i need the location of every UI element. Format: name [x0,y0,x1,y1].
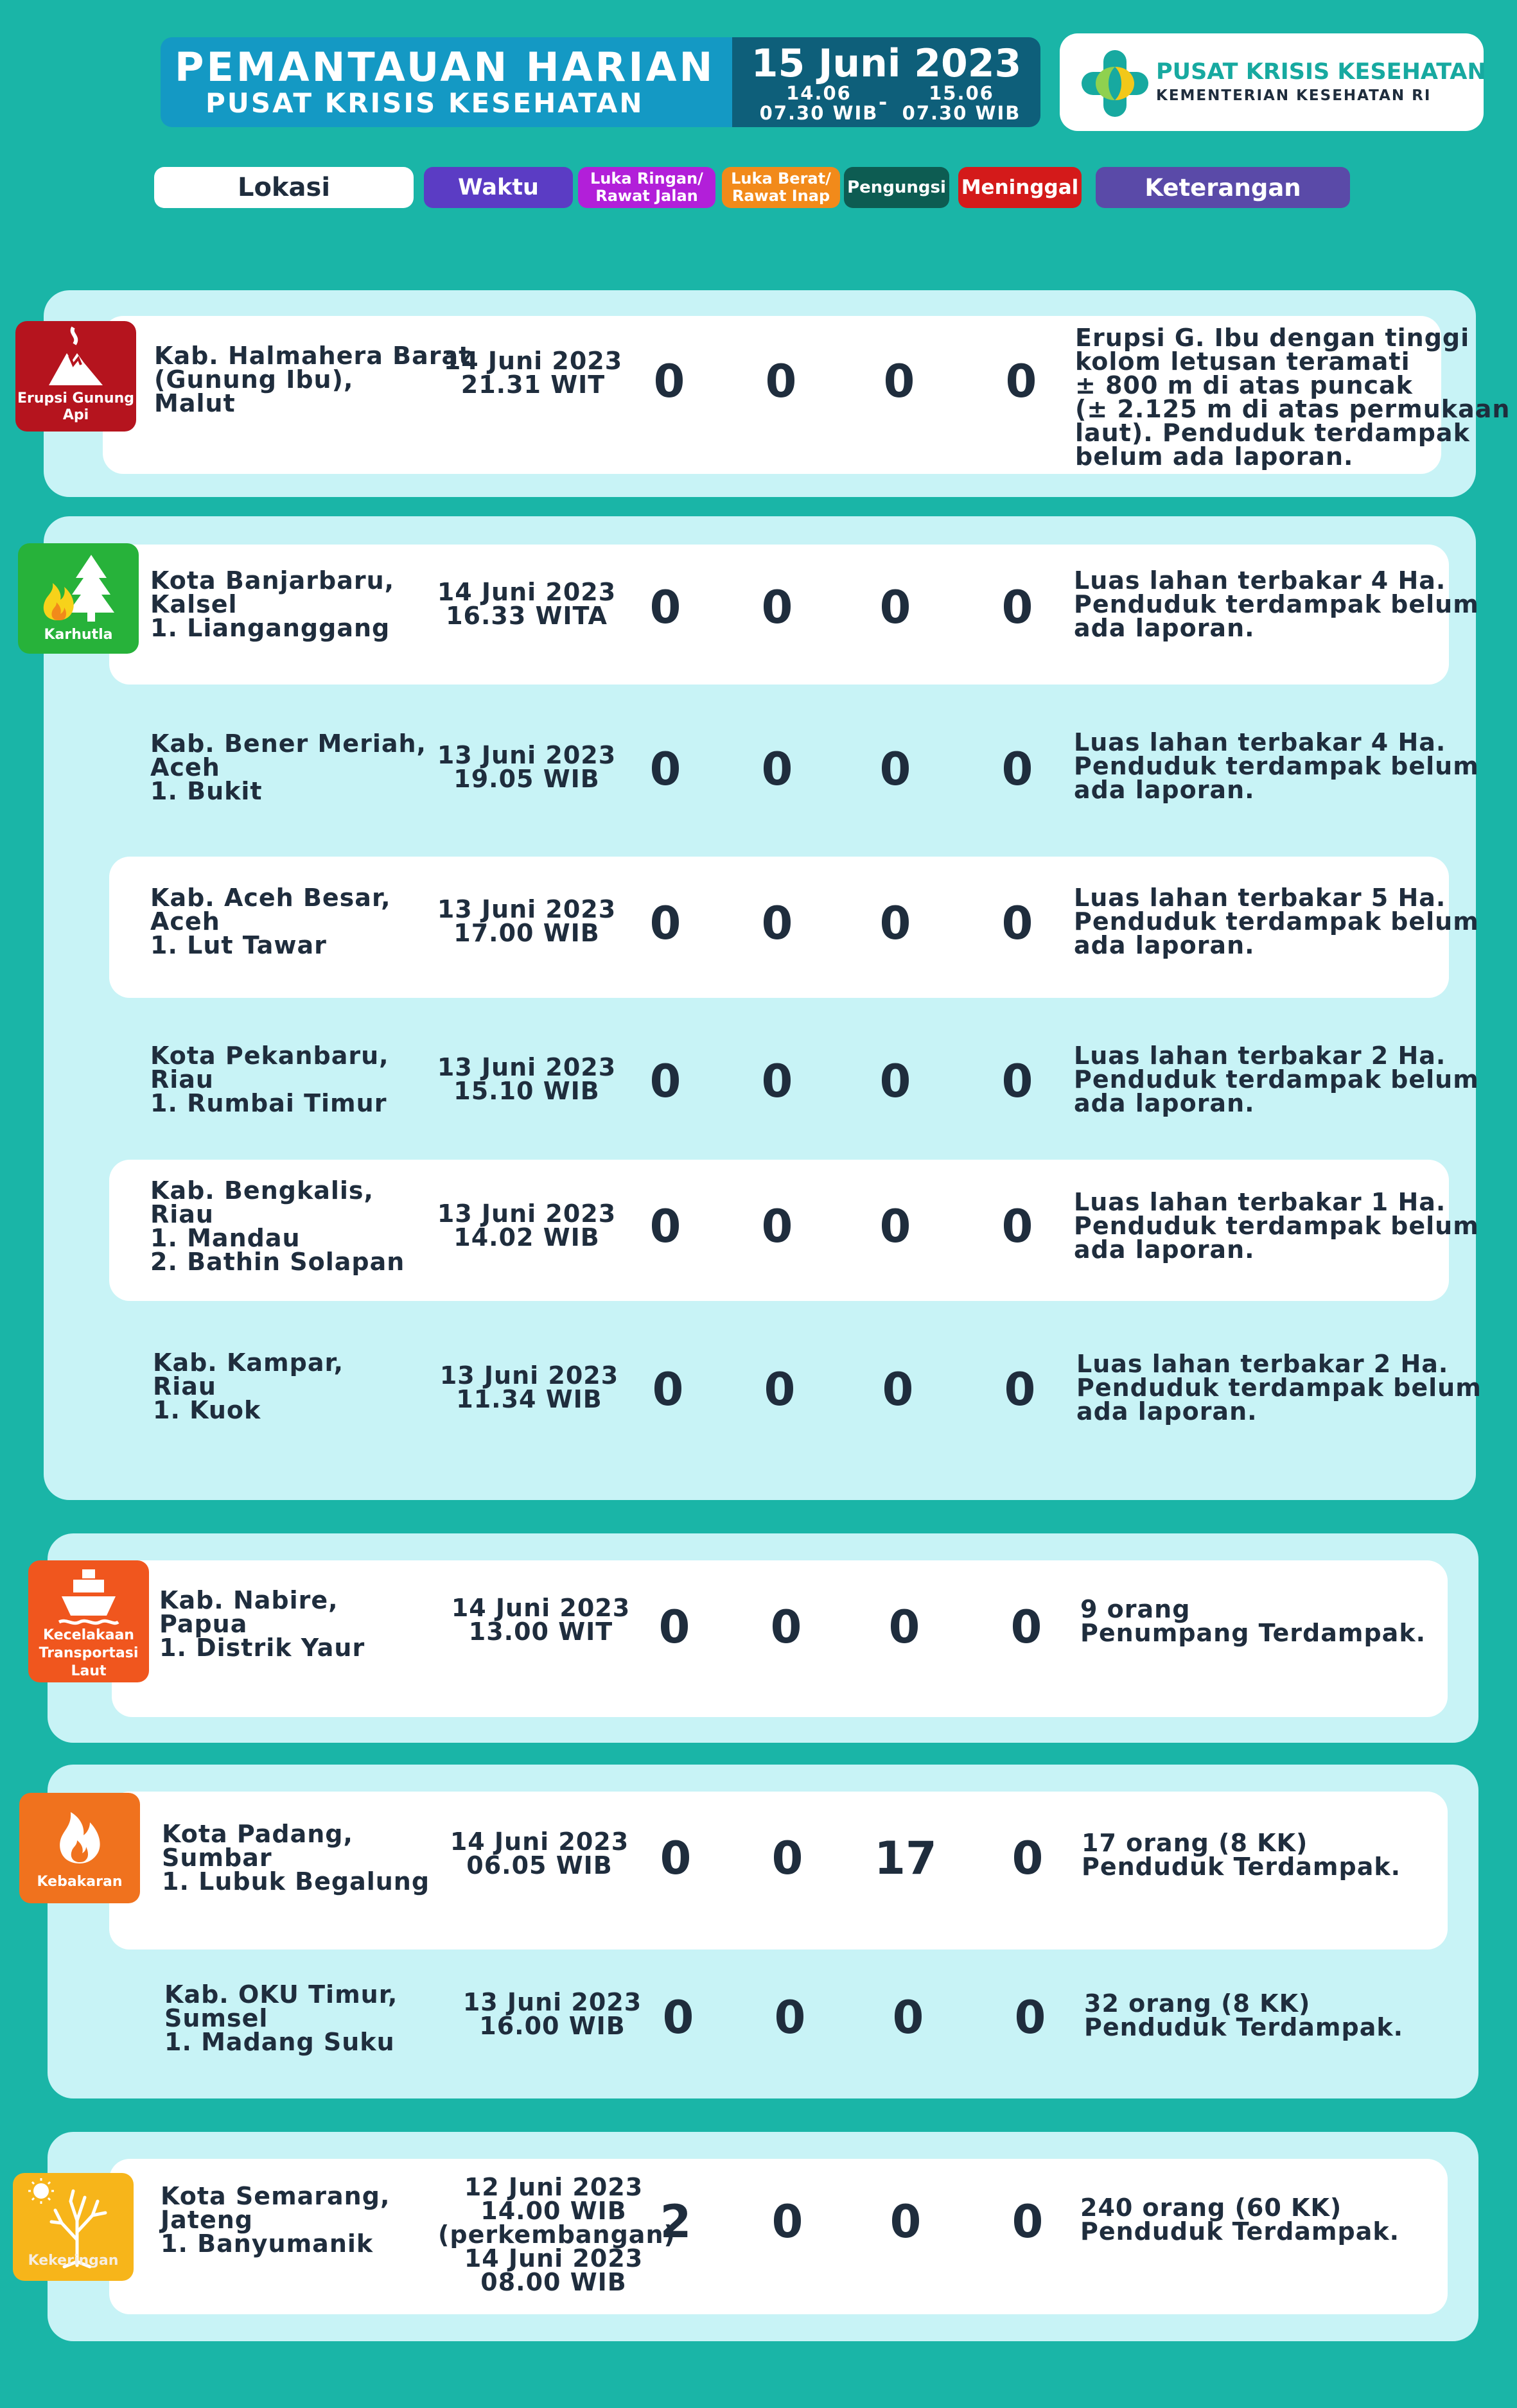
time-line: 17.00 WIB [453,919,600,947]
description-line: ada laporan. [1074,931,1255,959]
header-banner [161,37,1040,127]
time-line: 08.00 WIB [480,2268,627,2296]
description [1074,886,1479,957]
description-line: ada laporan. [1074,1235,1255,1264]
time-line: (perkembangan) [438,2220,676,2249]
time-line: 19.05 WIB [453,765,600,793]
value-meninggal: 0 [1014,1991,1046,2044]
location-line: Malut [154,389,236,417]
value-luka-ringan: 0 [649,743,681,796]
table-row [109,545,1479,685]
column-header-lokasi: Lokasi [154,167,414,208]
description-line: Penduduk terdampak belum [1074,752,1479,780]
time-line: 16.00 WIB [479,2012,626,2040]
location-line: Aceh [150,753,220,781]
description-line: Penduduk terdampak belum [1074,590,1479,618]
description-line: Penduduk terdampak belum [1074,1212,1479,1240]
flame-icon [57,1803,103,1865]
value-luka-berat: 0 [761,1200,793,1253]
description-line: Penduduk Terdampak. [1080,2217,1400,2246]
value-luka-berat: 0 [764,1363,796,1416]
value-pengungsi: 0 [879,1055,911,1108]
column-header-luka-berat [722,167,840,208]
description-line: Penumpang Terdampak. [1080,1619,1426,1647]
location-line: Jateng [161,2206,253,2234]
table-row [109,857,1479,998]
time-line: 13 Juni 2023 [437,895,617,923]
location-line: Kab. Kampar, [153,1348,344,1377]
location-line: Kota Banjarbaru, [150,566,395,595]
description-line: ada laporan. [1074,776,1255,804]
time-line: 14.00 WIB [480,2197,627,2225]
location [150,729,426,805]
description-line: ada laporan. [1074,614,1255,642]
location-line: 1. Lianganggang [150,614,390,642]
time-line: 14 Juni 2023 [443,347,623,375]
category-badge-erupsi [15,321,136,432]
column-header-luka-ringan-line2: Rawat Jalan [595,187,698,205]
location-line: Kota Semarang, [161,2182,390,2210]
column-header-waktu: Waktu [424,167,573,208]
time-line: 13 Juni 2023 [439,1361,619,1390]
category-label: Karhutla [44,627,113,643]
time-line: 14.02 WIB [453,1223,600,1252]
description [1076,1352,1482,1424]
ministry-logo-card [1060,33,1484,131]
value-pengungsi: 0 [879,743,911,796]
category-label: Laut [71,1663,107,1679]
location [161,2182,390,2258]
location-line: Papua [159,1610,248,1638]
location [150,1176,405,1276]
time [430,741,623,793]
category-badge-kebakaran [19,1793,140,1903]
description [1074,566,1479,642]
volcano-icon [45,325,107,389]
location-line: Kab. OKU Timur, [164,1980,398,2009]
description-line: Penduduk terdampak belum [1076,1374,1482,1402]
description-line: Penduduk Terdampak. [1082,1853,1401,1881]
description [1074,1044,1479,1115]
table-row [112,1560,1448,1717]
time [443,1830,636,1878]
time-line: 13 Juni 2023 [437,1200,617,1228]
location-line: Kab. Nabire, [159,1586,338,1614]
time [456,1988,649,2040]
description-line: (± 2.125 m di atas permukaan [1075,395,1511,423]
time-line: 14 Juni 2023 [464,2244,644,2273]
value-luka-ringan: 0 [658,1601,690,1653]
table-row [109,1305,1482,1478]
time [433,1361,626,1413]
time-line: 16.33 WITA [446,602,608,630]
value-luka-berat: 0 [761,897,793,950]
value-pengungsi: 0 [879,1200,911,1253]
location [150,886,391,957]
location-line: Kota Pekanbaru, [150,1042,389,1070]
value-luka-berat: 0 [771,1832,803,1885]
description-line: ada laporan. [1074,1089,1255,1117]
time [430,580,623,628]
range-start-time: 07.30 WIB [759,102,879,124]
value-meninggal: 0 [1010,1601,1042,1653]
location-line: 1. Bukit [150,777,263,805]
table-row [109,1792,1448,1950]
range-start-date: 14.06 [786,82,852,104]
description-line: laut). Penduduk terdampak [1075,419,1470,447]
location-line: Sumbar [162,1844,272,1872]
range-start [758,83,880,123]
description-line: ada laporan. [1076,1397,1258,1426]
location-line: 1. Lubuk Begalung [162,1867,430,1896]
location-line: Kab. Bener Meriah, [150,729,426,758]
time [430,1202,623,1250]
category-badge-kecelakaan [28,1560,149,1682]
value-luka-berat: 0 [761,581,793,634]
table-row [109,1160,1479,1301]
page-subtitle: PUSAT KRISIS KESEHATAN [206,87,644,119]
time [430,1053,623,1105]
location [159,1586,365,1662]
location [153,1348,344,1424]
description-line: Erupsi G. Ibu dengan tinggi [1075,324,1470,352]
description-line: Luas lahan terbakar 2 Ha. [1076,1350,1449,1378]
table-row [109,1952,1448,2093]
value-pengungsi: 0 [879,581,911,634]
location-line: Kab. Bengkalis, [150,1176,374,1205]
value-meninggal: 0 [1001,1200,1033,1253]
time-line: 06.05 WIB [466,1851,613,1880]
table-row [109,2159,1448,2314]
location-line: Riau [150,1200,214,1228]
time-line: 11.34 WIB [456,1385,602,1413]
category-label: Erupsi Gunung [17,390,135,406]
page-title: PEMANTAUAN HARIAN [175,44,715,91]
description-line: 17 orang (8 KK) [1082,1829,1308,1857]
category-badge-karhutla [18,543,139,654]
location-line: Riau [150,1065,214,1094]
logo-subtitle: KEMENTERIAN KESEHATAN RI [1156,87,1432,104]
category-label: Transportasi [39,1645,139,1661]
value-pengungsi: 0 [882,1363,914,1416]
value-luka-berat: 0 [761,1055,793,1108]
value-luka-ringan: 0 [652,1363,684,1416]
location-line: 1. Mandau [150,1224,301,1252]
category-label: Kecelakaan [43,1627,134,1643]
location-line: 2. Bathin Solapan [150,1248,405,1276]
category-label: Kebakaran [37,1874,123,1890]
value-pengungsi: 0 [879,897,911,950]
description [1074,1188,1479,1264]
column-header-luka-berat-line2: Rawat Inap [732,187,830,205]
location-line: Kab. Halmahera Barat [154,342,471,370]
value-pengungsi: 0 [892,1991,924,2044]
time [437,349,629,397]
description-line: Luas lahan terbakar 1 Ha. [1074,1188,1446,1216]
time-line: 14 Juni 2023 [450,1828,629,1856]
column-header-meninggal: Meninggal [958,167,1082,208]
description-line: ± 800 m di atas puncak [1075,371,1413,399]
value-meninggal: 0 [1012,2195,1044,2248]
value-luka-ringan: 0 [662,1991,694,2044]
table-row [109,688,1479,845]
time [444,1596,637,1644]
date-panel [732,37,1040,127]
description-line: Luas lahan terbakar 4 Ha. [1074,728,1446,756]
range-end [900,83,1022,123]
time-line: 14 Juni 2023 [437,578,617,606]
value-pengungsi: 0 [890,2195,922,2248]
range-separator: - [879,90,888,114]
logo-title: PUSAT KRISIS KESEHATAN [1156,59,1486,85]
value-meninggal: 0 [1012,1832,1044,1885]
description-line: 240 orang (60 KK) [1080,2194,1342,2222]
time-line: 13 Juni 2023 [437,741,617,769]
value-meninggal: 0 [1005,355,1037,408]
description [1074,728,1479,804]
time-line: 12 Juni 2023 [464,2173,644,2201]
range-end-time: 07.30 WIB [902,102,1021,124]
column-header-luka-berat-line1: Luka Berat/ [731,170,831,188]
value-luka-ringan: 0 [649,897,681,950]
description-line: 32 orang (8 KK) [1084,1989,1311,2018]
location [162,1822,430,1894]
location-line: 1. Banyumanik [161,2229,374,2258]
time-line: 15.10 WIB [453,1077,600,1105]
category-label: Kekeringan [28,2253,119,2269]
value-luka-ringan: 0 [649,581,681,634]
description-line: Luas lahan terbakar 5 Ha. [1074,884,1446,912]
time-line: 21.31 WIT [460,371,606,399]
time-line: 13 Juni 2023 [437,1053,617,1081]
value-luka-berat: 0 [761,743,793,796]
time [438,2173,676,2296]
value-luka-ringan: 0 [653,355,685,408]
location-line: 1. Madang Suku [164,2028,395,2056]
description [1080,1595,1426,1647]
value-meninggal: 0 [1004,1363,1036,1416]
value-luka-ringan: 0 [649,1200,681,1253]
description [1080,2196,1399,2244]
column-header-luka-ringan-line1: Luka Ringan/ [590,170,703,188]
description-line: kolom letusan teramati [1075,347,1410,376]
value-meninggal: 0 [1001,581,1033,634]
location-line: Kab. Aceh Besar, [150,884,391,912]
description [1082,1831,1401,1879]
value-luka-ringan: 2 [660,2195,692,2248]
description-line: Luas lahan terbakar 2 Ha. [1074,1042,1446,1070]
category-badge-kekeringan [13,2173,134,2281]
time-line: 13 Juni 2023 [462,1988,642,2016]
location-line: 1. Rumbai Timur [150,1089,387,1117]
category-label: Api [62,407,89,423]
location [150,566,395,642]
time [430,895,623,947]
table-row [103,316,1511,474]
value-luka-ringan: 0 [660,1832,692,1885]
table-row [109,1002,1479,1156]
column-header-luka-ringan [578,167,715,208]
description-line: Penduduk terdampak belum [1074,907,1479,936]
location-line: Kalsel [150,590,238,618]
value-pengungsi: 17 [874,1832,937,1885]
value-luka-ringan: 0 [649,1055,681,1108]
forest-fire-icon [36,550,121,627]
description-line: Luas lahan terbakar 4 Ha. [1074,566,1446,595]
description [1084,1989,1404,2041]
description-line: 9 orang [1080,1595,1191,1623]
description-line: Penduduk Terdampak. [1084,2013,1404,2041]
location [164,1980,398,2056]
location-line: 1. Kuok [153,1396,261,1424]
description-line: belum ada laporan. [1075,442,1354,471]
value-pengungsi: 0 [888,1601,920,1653]
description-line: Penduduk terdampak belum [1074,1065,1479,1094]
report-date: 15 Juni 2023 [751,41,1022,86]
column-header-keterangan: Keterangan [1096,167,1350,208]
range-end-date: 15.06 [929,82,994,104]
value-luka-berat: 0 [770,1601,802,1653]
value-meninggal: 0 [1001,1055,1033,1108]
value-luka-berat: 0 [771,2195,803,2248]
ship-icon [57,1564,121,1628]
time-line: 13.00 WIT [468,1618,613,1646]
location [154,344,471,415]
location-line: Aceh [150,907,220,936]
time-line: 14 Juni 2023 [451,1594,631,1622]
health-cross-logo-icon [1079,48,1151,119]
value-pengungsi: 0 [883,355,915,408]
location [150,1044,389,1115]
value-meninggal: 0 [1001,897,1033,950]
location-line: Riau [153,1372,216,1400]
value-luka-berat: 0 [765,355,797,408]
value-luka-berat: 0 [774,1991,806,2044]
location-line: (Gunung Ibu), [154,365,354,394]
location-line: 1. Lut Tawar [150,931,327,959]
value-meninggal: 0 [1001,743,1033,796]
location-line: Sumsel [164,2004,268,2032]
column-header-pengungsi: Pengungsi [844,167,949,208]
location-line: Kota Padang, [162,1820,353,1848]
description [1075,326,1510,469]
location-line: 1. Distrik Yaur [159,1634,365,1662]
